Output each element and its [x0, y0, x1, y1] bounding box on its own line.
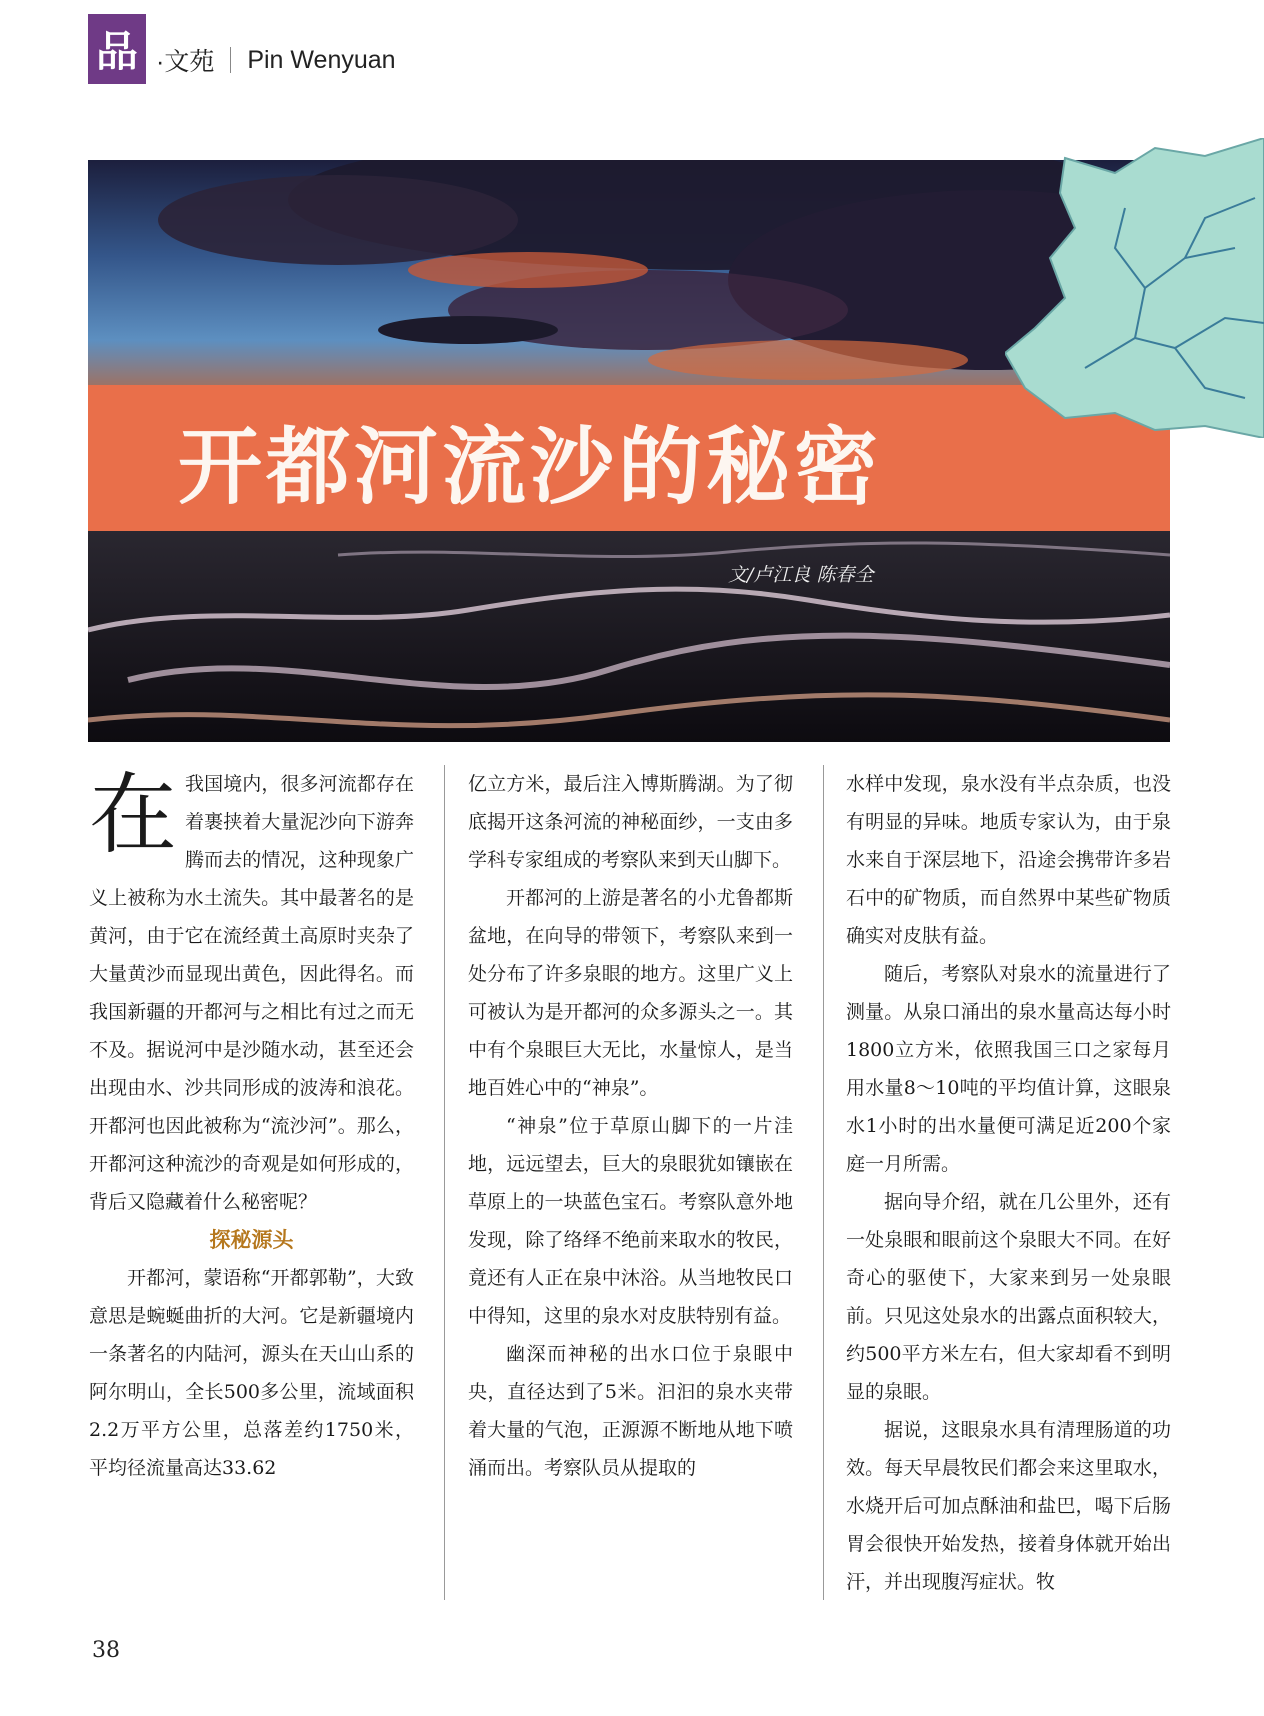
article-byline: 文/卢江良 陈春全	[728, 564, 874, 586]
section-badge: 品	[88, 14, 146, 84]
header-divider	[230, 47, 231, 73]
paragraph: 幽深而神秘的出水口位于泉眼中央，直径达到了5米。汩汩的泉水夹带着大量的气泡，正源源不断地从地下喷涌而出。考察队员从提取的	[468, 1343, 793, 1479]
paragraph-text: 我国境内，很多河流都存在着裹挟着大量泥沙向下游奔腾而去的情况，这种现象广义上被称为水土流失。其中最著名的是黄河，由于它在流经黄土高原时夹杂了大量黄沙而显现出黄色，因此得名。而我国新疆的开都河与之相比有过之而无不及。据说河中是沙随水动，甚至还会出现由水、沙共同形成的波涛和浪花。开都河也因此被称为“流沙河”。那么，开都河这种流沙的奇观是如何形成的，背后又隐藏着什么秘密呢？	[89, 773, 414, 1213]
column-1	[89, 765, 414, 1487]
paragraph	[89, 765, 414, 1221]
column-3	[846, 765, 1171, 1601]
column-divider	[823, 765, 824, 1600]
section-heading: 探秘源头	[209, 1228, 294, 1252]
paragraph: 随后，考察队对泉水的流量进行了测量。从泉口涌出的泉水量高达每小时1800立方米，依照我国三口之家每月用水量8～10吨的平均值计算，这眼泉水1小时的出水量便可满足近200个家庭一月所需。	[846, 963, 1171, 1175]
paragraph: 水样中发现，泉水没有半点杂质，也没有明显的异味。地质专家认为，由于泉水来自于深层地下，沿途会携带许多岩石中的矿物质，而自然界中某些矿物质确实对皮肤有益。	[846, 773, 1171, 947]
paragraph: 据说，这眼泉水具有清理肠道的功效。每天早晨牧民们都会来这里取水，水烧开后可加点酥油和盐巴，喝下后肠胃会很快开始发热，接着身体就开始出汗，并出现腹泻症状。牧	[846, 1419, 1171, 1593]
page-number: 38	[92, 1638, 120, 1663]
section-name: ·文苑	[156, 48, 215, 76]
paragraph: 开都河的上游是著名的小尤鲁都斯盆地，在向导的带领下，考察队来到一处分布了许多泉眼的地方。这里广义上可被认为是开都河的众多源头之一。其中有个泉眼巨大无比，水量惊人，是当地百姓心中的“神泉”。	[468, 887, 793, 1099]
header-section	[156, 42, 396, 78]
paragraph: “神泉”位于草原山脚下的一片洼地，远远望去，巨大的泉眼犹如镶嵌在草原上的一块蓝色宝石。考察队意外地发现，除了络绎不绝前来取水的牧民，竟还有人正在泉中沐浴。从当地牧民口中得知，这里的泉水对皮肤特别有益。	[468, 1115, 793, 1327]
paragraph: 亿立方米，最后注入博斯腾湖。为了彻底揭开这条河流的神秘面纱，一支由多学科专家组成的考察队来到天山脚下。	[468, 773, 793, 871]
section-name-en: Pin Wenyuan	[247, 45, 396, 74]
column-2	[468, 765, 793, 1487]
paragraph: 开都河，蒙语称“开都郭勒”，大致意思是蜿蜒曲折的大河。它是新疆境内一条著名的内陆河，源头在天山山系的阿尔明山，全长500多公里，流域面积2.2万平方公里，总落差约1750米，平均径流量高达33.62	[89, 1267, 414, 1479]
drop-cap: 在	[89, 763, 178, 866]
article-title: 开都河流沙的秘密	[178, 418, 883, 516]
paragraph: 据向导介绍，就在几公里外，还有一处泉眼和眼前这个泉眼大不同。在好奇心的驱使下，大家来到另一处泉眼前。只见这处泉水的出露点面积较大，约500平方米左右，但大家却看不到明显的泉眼。	[846, 1191, 1171, 1403]
column-divider	[444, 765, 445, 1600]
map-illustration	[1005, 138, 1264, 438]
